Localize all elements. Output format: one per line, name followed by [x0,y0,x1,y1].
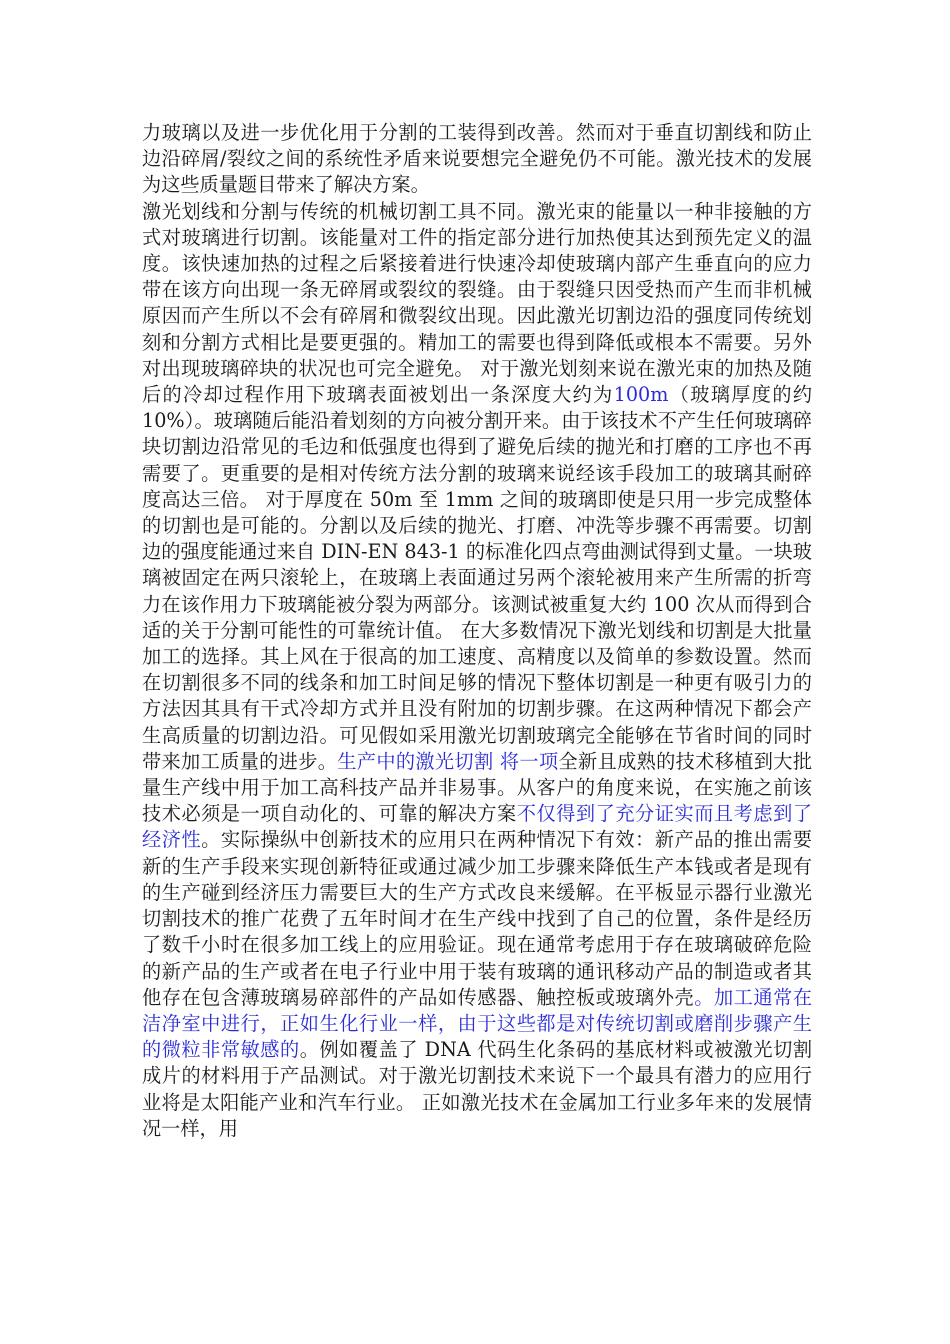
highlighted-text-cleanroom[interactable]: 。加工通常在洁净室中进行，正如生化行业一样，由于这些都是对传统切割或磨削步骤产生的微粒非常敏感的 [142,985,813,1062]
paragraph-text: 全新且成熟的技术移植到大批量生产线中用于加工高科技产品并非易事。从客户的角度来说，在实施之前该技术必须是一项自动化的、可靠的解决方案 [142,749,813,826]
paragraph-text: 。例如覆盖了 DNA 代码生化条码的基底材料或被激光切割成片的材料用于产品测试。对于激光切割技术来说下一个最具有潜力的应用行业将是太阳能产业和汽车行业。 正如激光技术在金属加工行业多年来的发展情况一样，用 [142,1038,813,1140]
paragraph-glass-cutting-intro [142,120,812,199]
paragraph-text: 。实际操纵中创新技术的应用只在两种情况下有效：新产品的推出需要新的生产手段来实现创新特征或通过减少加工步骤来降低生产本钱或者是现有的生产碰到经济压力需要巨大的生产方式改良来缓解。在平板显示器行业激光切割技术的推广花费了五年时间才在生产线中找到了自己的位置，条件是经历了数千小时在很多加工线上的应用验证。现在通常考虑用于存在玻璃破碎危险的新产品的生产或者在电子行业中用于装有玻璃的通讯移动产品的制造或者其他存在包含薄玻璃易碎部件的产品如传感器、触控板或玻璃外壳 [142,828,813,1009]
paragraph-text: （玻璃厚度的约 10%）。玻璃随后能沿着划刻的方向被分割开来。由于该技术不产生任何玻璃碎块切割边沿常见的毛边和低强度也得到了避免后续的抛光和打磨的工序也不再需要了。更重要的是相对传统方法分割的玻璃来说经该手段加工的玻璃其耐碎度高达三倍。 对于厚度在 50m 至 1mm 之间的玻璃即使是只用一步完成整体的切割也是可能的。分割以及后续的抛光、打磨、冲洗等步骤不再需要。切割边的强度能通过来自 DIN-EN 843-1 的标准化四点弯曲测试得到丈量。一块玻璃被固定在两只滚轮上，在玻璃上表面通过另两个滚轮被用来产生所需的折弯力在该作用力下玻璃能被分裂为两部分。该测试被重复大约 100 次从而得到合适的关于分割可能性的可靠统计值。 在大多数情况下激光划线和切割是大批量加工的选择。其上风在于很高的加工速度、高精度以及简单的参数设置。然而在切割很多不同的线条和加工时间足够的情况下整体切割是一种更有吸引力的方法因其具有干式冷却方式并且没有附加的切割步骤。在这两种情况下都会产生高质量的切割边沿。可见假如采用激光切割玻璃完全能够在节省时间的同时带来加工质量的进步。 [142,383,813,773]
paragraph-text: 力玻璃以及进一步优化用于分割的工装得到改善。然而对于垂直切割线和防止边沿碎屑/裂纹之间的系统性矛盾来说要想完全避免仍不可能。激光技术的发展为这些质量题目带来了解决方案。 [142,121,812,197]
paragraph-text: 激光划线和分割与传统的机械切割工具不同。激光束的能量以一种非接触的方式对玻璃进行切割。该能量对工件的指定部分进行加热使其达到预先定义的温度。该快速加热的过程之后紧接着进行快速冷却使玻璃内部产生垂直向的应力带在该方向出现一条无碎屑或裂纹的裂缝。由于裂缝只因受热而产生而非机械原因而产生所以不会有碎屑和微裂纹出现。因此激光切割边沿的强度同传统划刻和分割方式相比是要更强的。精加工的需要也得到降低或根本不需要。另外对出现玻璃碎块的状况也可完全避免。 对于激光划刻来说在激光束的加热及随后的冷却过程作用下玻璃表面被划出一条深度大约为 [142,199,812,407]
paragraph-laser-scribing [142,199,812,1142]
highlighted-text-production-laser-cutting[interactable]: 生产中的激光切割 将一项 [337,749,559,773]
highlighted-text-proven-economical[interactable]: 不仅得到了充分证实而且考虑到了经济性 [142,802,813,852]
document-body [142,120,812,1142]
highlighted-text-100m[interactable]: 100m [613,383,669,407]
